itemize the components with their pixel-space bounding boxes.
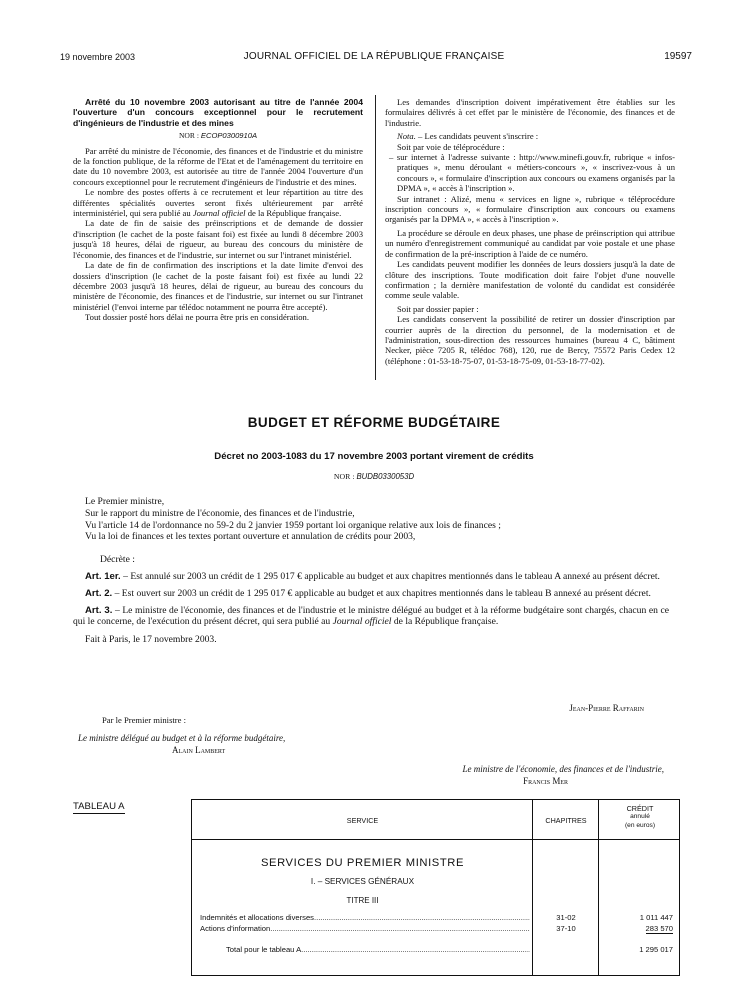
arrete-paragraph-2-text: Le nombre des postes offerts à ce recrutement et leur répartition au titre des différentes spécialités ouvertes seront fixés ultérieurement par arrêté interministériel, qui sera publié au [73, 187, 363, 219]
visa-loi-finances: Vu la loi de finances et les textes portant ouverture et annulation de crédits pour 2003, [85, 531, 416, 543]
article-1 [73, 571, 669, 583]
column-header-credit [599, 805, 681, 830]
decret-nor-label: NOR : [333, 472, 355, 481]
page-number: 19597 [664, 51, 692, 62]
table-header-rule [192, 839, 679, 840]
article-2-text: – Est ouvert sur 2003 un crédit de 1 295 017 € applicable au budget et aux chapitres mentionnés dans le tableau B annexé au présent décret. [112, 587, 651, 599]
row-chapitre: 31-02 [556, 913, 576, 922]
titre-heading: TITRE III [346, 896, 379, 905]
arrete-nor-label: NOR : [178, 131, 199, 141]
row-label: Indemnités et allocations diverses ..... [200, 913, 530, 922]
row-label: Actions d'information ..... [200, 924, 530, 933]
decret-nor [0, 472, 748, 481]
row-credit: 1 011 447 [639, 913, 673, 922]
article-3-text: – Le ministre de l'économie, des finances et de l'industrie et le ministre délégué au budget et à la réforme budgétaire sont chargés, chacun en ce qui le concerne, de l'exécution du présent décret, qui sera publié au [73, 604, 669, 628]
article-3-journal-officiel: Journal officiel [332, 616, 392, 628]
arrete-nor-code: ECOP0300910A [200, 131, 258, 141]
row-credit: 283 570 [645, 924, 673, 933]
decrete: Décrète : [100, 554, 135, 566]
table-row [192, 913, 681, 924]
inscription-forms-paragraph: Les demandes d'inscription doivent impérativement être établies sur les formulaires délivrés à cet effet par le ministère de l'économie, des finances et de l'industrie. [385, 97, 675, 128]
arrete-paragraph-4: La date de fin de confirmation des inscriptions et la date limite d'envoi des dossiers d'inscription (le cachet de la poste faisant foi) est fixée au lundi 22 décembre 2003 jusqu'à 18 heures, délai de rigueur, au bureau des concours du ministère de l'économie, des finances et de l'industrie, sur internet ou sur l'intranet ministériel (l'envoi interne par télédoc notamment ne pourra être accepté). [73, 260, 363, 312]
nota [385, 131, 675, 141]
table-row [192, 924, 681, 935]
fait-a-paris: Fait à Paris, le 17 novembre 2003. [85, 634, 217, 646]
minister-economy-title: Le ministre de l'économie, des finances et de l'industrie, [462, 764, 664, 774]
internet-item: – sur internet à l'adresse suivante : http://www.minefi.gouv.fr, rubrique « infos-pratiques », menu déroulant « métiers-concours », « inscrivez-vous à un concours », « formulaire d'inscription aux concours ou examens organisés par la DPMA », « accès à l'inscription ». [389, 152, 675, 194]
visa-premier-ministre: Le Premier ministre, [85, 496, 165, 507]
arrete-paragraph-3: La date de fin de saisie des préinscriptions et de demande de dossier d'inscription (le cachet de la poste faisant foi) est fixée au lundi 8 décembre 2003 jusqu'à 18 heures, délai de rigueur, au bureau des concours du ministère de l'économie, des finances et de l'industrie, sur internet ou sur l'intranet ministériel. [73, 218, 363, 260]
arrete-paragraph-2-end: de la République française. [247, 208, 342, 219]
arrete-right-column [385, 97, 675, 366]
nota-text: – Les candidats peuvent s'inscrire : [418, 131, 539, 142]
header-date: 19 novembre 2003 [60, 52, 136, 62]
column-header-credit-annule: annulé [630, 813, 650, 821]
minister-economy-name: Francis Mer [523, 776, 568, 786]
article-3 [73, 605, 669, 629]
par-le-premier-ministre: Par le Premier ministre : [102, 715, 187, 725]
column-divider [375, 95, 376, 380]
column-header-credit-unit: (en euros) [624, 821, 656, 829]
teleprocedure-intro: Soit par voie de téléprocédure : [397, 141, 505, 152]
nota-label: Nota. [397, 131, 416, 142]
section-heading: BUDGET ET RÉFORME BUDGÉTAIRE [247, 415, 501, 430]
paper-file-paragraph: Les candidats conservent la possibilité de retirer un dossier d'inscription par courrier auprès de la direction du personnel, de la modernisation et de l'administration, sous-direction des ressources humaines (bureau 4 C, bâtiment Necker, pièce 7205 R, télédoc 768), 120, rue de Bercy, 75572 Paris Cedex 12 (téléphone : 01-53-18-75-07, 01-53-18-75-09, 01-53-18-77-02). [385, 314, 675, 366]
arrete-paragraph-1: Par arrêté du ministre de l'économie, des finances et de l'industrie et du ministre de la fonction publique, de la réforme de l'Etat et de l'aménagement du territoire en date du 10 novembre 2003, est autorisée au titre de l'année 2004 l'ouverture d'un concours exceptionnel pour le recrutement d'ingénieurs de l'industrie et des mines. [73, 145, 363, 187]
visa-rapport: Sur le rapport du ministre de l'économie, des finances et de l'industrie, [85, 507, 355, 519]
journal-title: JOURNAL OFFICIEL DE LA RÉPUBLIQUE FRANÇAISE [243, 51, 505, 62]
modification-paragraph: Les candidats peuvent modifier les données de leurs dossiers jusqu'à la date de clôture des inscriptions. Toute modification doit faire l'objet d'une nouvelle confirmation ; la dernière manifestation de volonté du candidat est considérée comme seule valable. [385, 259, 675, 301]
arrete-paragraph-2 [73, 187, 363, 218]
service-subtitle: I. – SERVICES GÉNÉRAUX [310, 877, 415, 886]
decret-title: Décret no 2003-1083 du 17 novembre 2003 portant virement de crédits [214, 451, 534, 462]
column-header-credit-label: CRÉDIT [626, 804, 654, 813]
total-value: 1 295 017 [639, 945, 673, 954]
journal-officiel-reference: Journal officiel [192, 208, 246, 219]
article-1-text: – Est annulé sur 2003 un crédit de 1 295 017 € applicable au budget et aux chapitres mentionnés dans le tableau A annexé au présent décret. [120, 570, 660, 582]
article-2-label: Art. 2. [85, 587, 113, 599]
arrete-nor [73, 131, 363, 141]
total-label: Total pour le tableau A ..... [226, 945, 530, 954]
minister-budget-name: Alain Lambert [172, 745, 226, 755]
column-header-chapitres: CHAPITRES [545, 816, 587, 825]
article-2 [73, 588, 669, 600]
signature-premier-ministre: Jean-Pierre Raffarin [569, 703, 644, 713]
procedure-paragraph: La procédure se déroule en deux phases, une phase de préinscription qui attribue un numéro d'enregistrement communiqué au candidat par voie postale et une phase de confirmation de la pré-inscription à l'aide de ce numéro. [385, 227, 675, 259]
decret-body [73, 496, 669, 646]
column-header-service: SERVICE [346, 816, 379, 825]
intranet-paragraph: Sur intranet : Alizé, menu « services en ligne », rubrique « téléprocédure inscription concours », « formulaire d'inscription aux concours ou examens organisés par la DPMA », « accès à l'inscription ». [385, 193, 675, 225]
article-3-label: Art. 3. [85, 604, 113, 616]
table-total-row [192, 945, 681, 956]
article-3-end: de la République française. [391, 616, 499, 628]
paper-file-intro: Soit par dossier papier : [397, 303, 479, 314]
tableau-label: TABLEAU A [73, 801, 125, 812]
row-chapitre: 37-10 [556, 924, 576, 933]
decret-nor-code: BUDB0330053D [356, 472, 415, 481]
tableau-a [191, 799, 680, 976]
arrete-left-column [73, 97, 363, 323]
arrete-title: Arrêté du 10 novembre 2003 autorisant au titre de l'année 2004 l'ouverture d'un concours exceptionnel pour le recrutement d'ingénieurs de l'industrie et des mines [73, 97, 363, 128]
service-title: SERVICES DU PREMIER MINISTRE [260, 857, 465, 869]
article-1-label: Art. 1er. [85, 570, 121, 582]
arrete-paragraph-5: Tout dossier posté hors délai ne pourra être pris en considération. [85, 312, 309, 323]
minister-budget-title: Le ministre délégué au budget et à la réforme budgétaire, [78, 733, 286, 743]
visa-ordonnance: Vu l'article 14 de l'ordonnance no 59-2 du 2 janvier 1959 portant loi organique relative aux lois de finances ; [85, 519, 501, 531]
